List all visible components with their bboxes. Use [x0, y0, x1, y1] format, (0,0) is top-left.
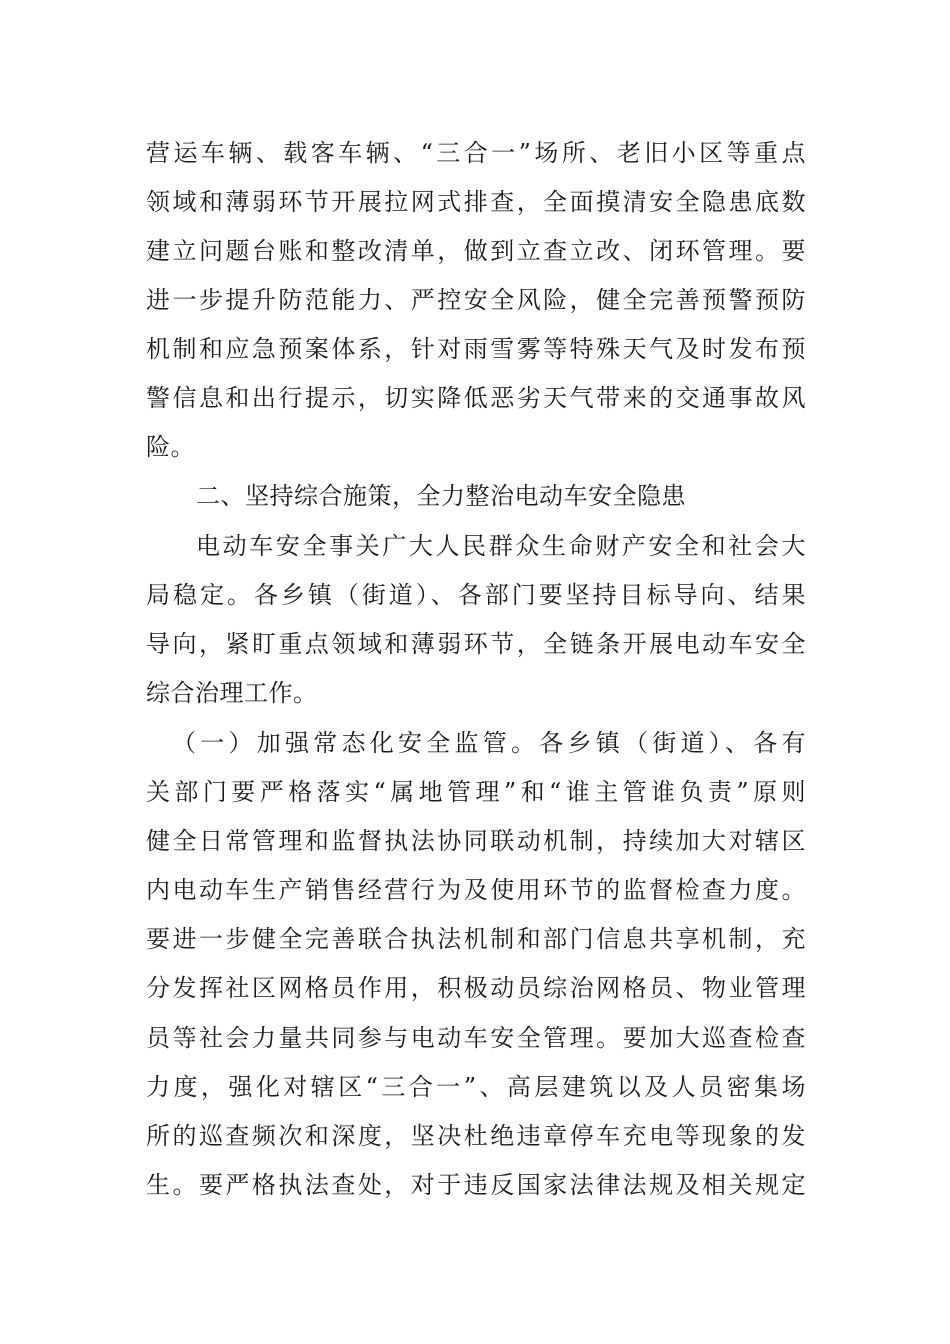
body-line: 电动车安全事关广大人民群众生命财产安全和社会大 — [196, 532, 806, 560]
body-line: 力度，强化对辖区“三合一”、高层建筑以及人员密集场 — [146, 1073, 806, 1101]
body-line: 生。要严格执法查处，对于违反国家法律法规及相关规定 — [146, 1171, 806, 1199]
body-line: 险。 — [146, 433, 195, 461]
body-line: 健全日常管理和监督执法协同联动机制，持续加大对辖区 — [146, 827, 806, 855]
body-line: 所的巡查频次和深度，坚决杜绝违章停车充电等现象的发 — [146, 1122, 806, 1150]
body-line: 内电动车生产销售经营行为及使用环节的监督检查力度。 — [146, 876, 806, 904]
body-line: 关部门要严格落实“属地管理”和“谁主管谁负责”原则 — [146, 778, 806, 806]
subsection-line: （一）加强常态化安全监管。各乡镇（街道）、各有 — [172, 729, 806, 757]
section-heading: 二、坚持综合施策，全力整治电动车安全隐患 — [196, 482, 686, 510]
body-line: 分发挥社区网格员作用，积极动员综治网格员、物业管理 — [146, 974, 806, 1002]
body-line: 领域和薄弱环节开展拉网式排查，全面摸清安全隐患底数 — [146, 188, 806, 216]
body-line: 员等社会力量共同参与电动车安全管理。要加大巡查检查 — [146, 1024, 806, 1052]
body-line: 警信息和出行提示，切实降低恶劣天气带来的交通事故风 — [146, 384, 806, 412]
body-line: 要进一步健全完善联合执法机制和部门信息共享机制，充 — [146, 925, 806, 953]
body-line: 导向，紧盯重点领域和薄弱环节，全链条开展电动车安全 — [146, 630, 806, 658]
body-line: 营运车辆、载客车辆、“三合一”场所、老旧小区等重点 — [146, 139, 806, 167]
body-line: 机制和应急预案体系，针对雨雪雾等特殊天气及时发布预 — [146, 335, 806, 363]
body-line: 建立问题台账和整改清单，做到立查立改、闭环管理。要 — [146, 237, 806, 265]
body-line: 进一步提升防范能力、严控安全风险，健全完善预警预防 — [146, 286, 806, 314]
body-line: 综合治理工作。 — [146, 679, 318, 707]
body-line: 局稳定。各乡镇（街道）、各部门要坚持目标导向、结果 — [146, 581, 806, 609]
